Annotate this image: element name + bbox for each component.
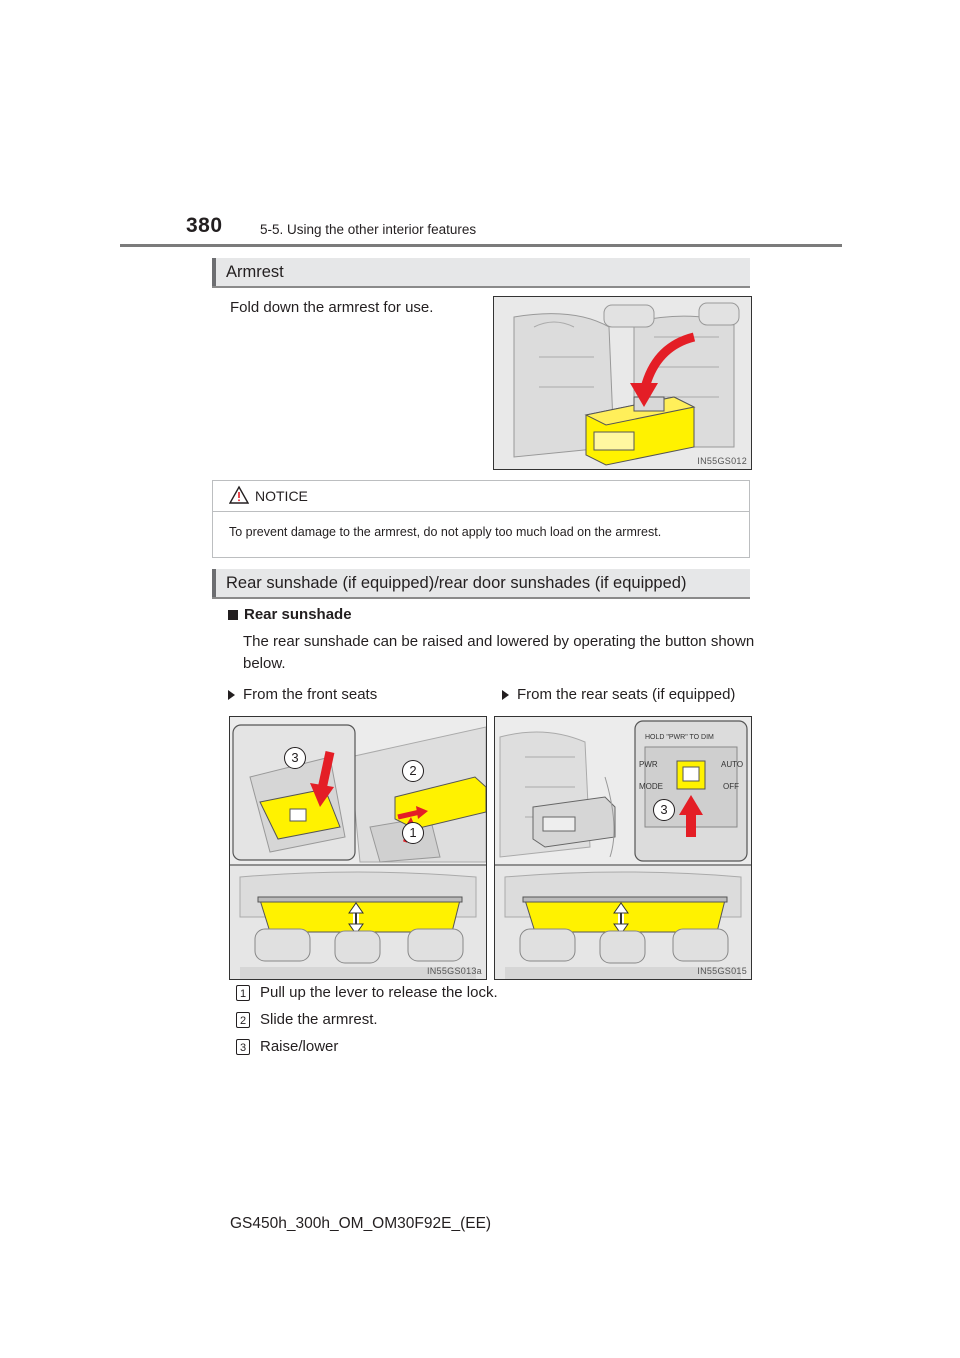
armrest-heading-text: Armrest bbox=[226, 263, 284, 281]
figure-code: IN55GS013a bbox=[426, 966, 482, 976]
console-dim-label: HOLD "PWR" TO DIM bbox=[645, 734, 714, 741]
armrest-heading bbox=[212, 258, 750, 288]
notice-header bbox=[213, 481, 749, 512]
notice-text: To prevent damage to the armrest, do not apply too much load on the armrest. bbox=[229, 525, 662, 539]
heading-bar bbox=[212, 258, 216, 286]
console-pwr-label: PWR bbox=[639, 760, 658, 769]
console-auto-label: AUTO bbox=[721, 760, 744, 769]
callout-3: 3 bbox=[284, 747, 306, 769]
rear-seats-label bbox=[502, 683, 735, 707]
front-seats-figure bbox=[229, 716, 487, 980]
square-bullet-icon bbox=[228, 610, 238, 620]
callout-3: 3 bbox=[653, 799, 675, 821]
model-code: GS450h_300h_OM_OM30F92E_(EE) bbox=[230, 1215, 492, 1232]
step-number: 3 bbox=[236, 1039, 250, 1055]
warning-icon bbox=[229, 485, 249, 510]
notice-label: NOTICE bbox=[255, 488, 308, 504]
triangle-bullet-icon bbox=[228, 690, 235, 700]
figure-code: IN55GS015 bbox=[697, 966, 747, 976]
step-text: Pull up the lever to release the lock. bbox=[260, 984, 498, 1001]
sunshade-heading bbox=[212, 569, 750, 599]
front-seats-label-text: From the front seats bbox=[243, 686, 378, 703]
step-number: 2 bbox=[236, 1012, 250, 1028]
sunshade-heading-text: Rear sunshade (if equipped)/rear door sunshades (if equipped) bbox=[226, 574, 687, 592]
figure-code: IN55GS012 bbox=[697, 456, 747, 466]
page-number: 380 bbox=[186, 214, 223, 237]
armrest-instruction: Fold down the armrest for use. bbox=[230, 299, 434, 316]
header-rule bbox=[120, 244, 842, 247]
step-text: Raise/lower bbox=[260, 1038, 339, 1055]
rear-seats-figure bbox=[494, 716, 752, 980]
front-seats-label bbox=[228, 683, 377, 707]
step-number: 1 bbox=[236, 985, 250, 1001]
heading-bar bbox=[212, 569, 216, 597]
sunshade-description-line1: The rear sunshade can be raised and lowered by operating the button shown bbox=[243, 633, 755, 650]
armrest-figure bbox=[493, 296, 752, 470]
rear-sunshade-subheading bbox=[228, 606, 352, 623]
notice-box bbox=[212, 480, 750, 558]
step-text: Slide the armrest. bbox=[260, 1011, 378, 1028]
callout-1: 1 bbox=[402, 822, 424, 844]
console-off-label: OFF bbox=[723, 782, 739, 791]
rear-sunshade-subheading-text: Rear sunshade bbox=[244, 606, 352, 623]
console-mode-label: MODE bbox=[639, 782, 663, 791]
sunshade-description-line2: below. bbox=[243, 655, 286, 672]
chapter-title: 5-5. Using the other interior features bbox=[260, 222, 477, 237]
callout-2: 2 bbox=[402, 760, 424, 782]
triangle-bullet-icon bbox=[502, 690, 509, 700]
rear-seats-label-text: From the rear seats (if equipped) bbox=[517, 686, 736, 703]
